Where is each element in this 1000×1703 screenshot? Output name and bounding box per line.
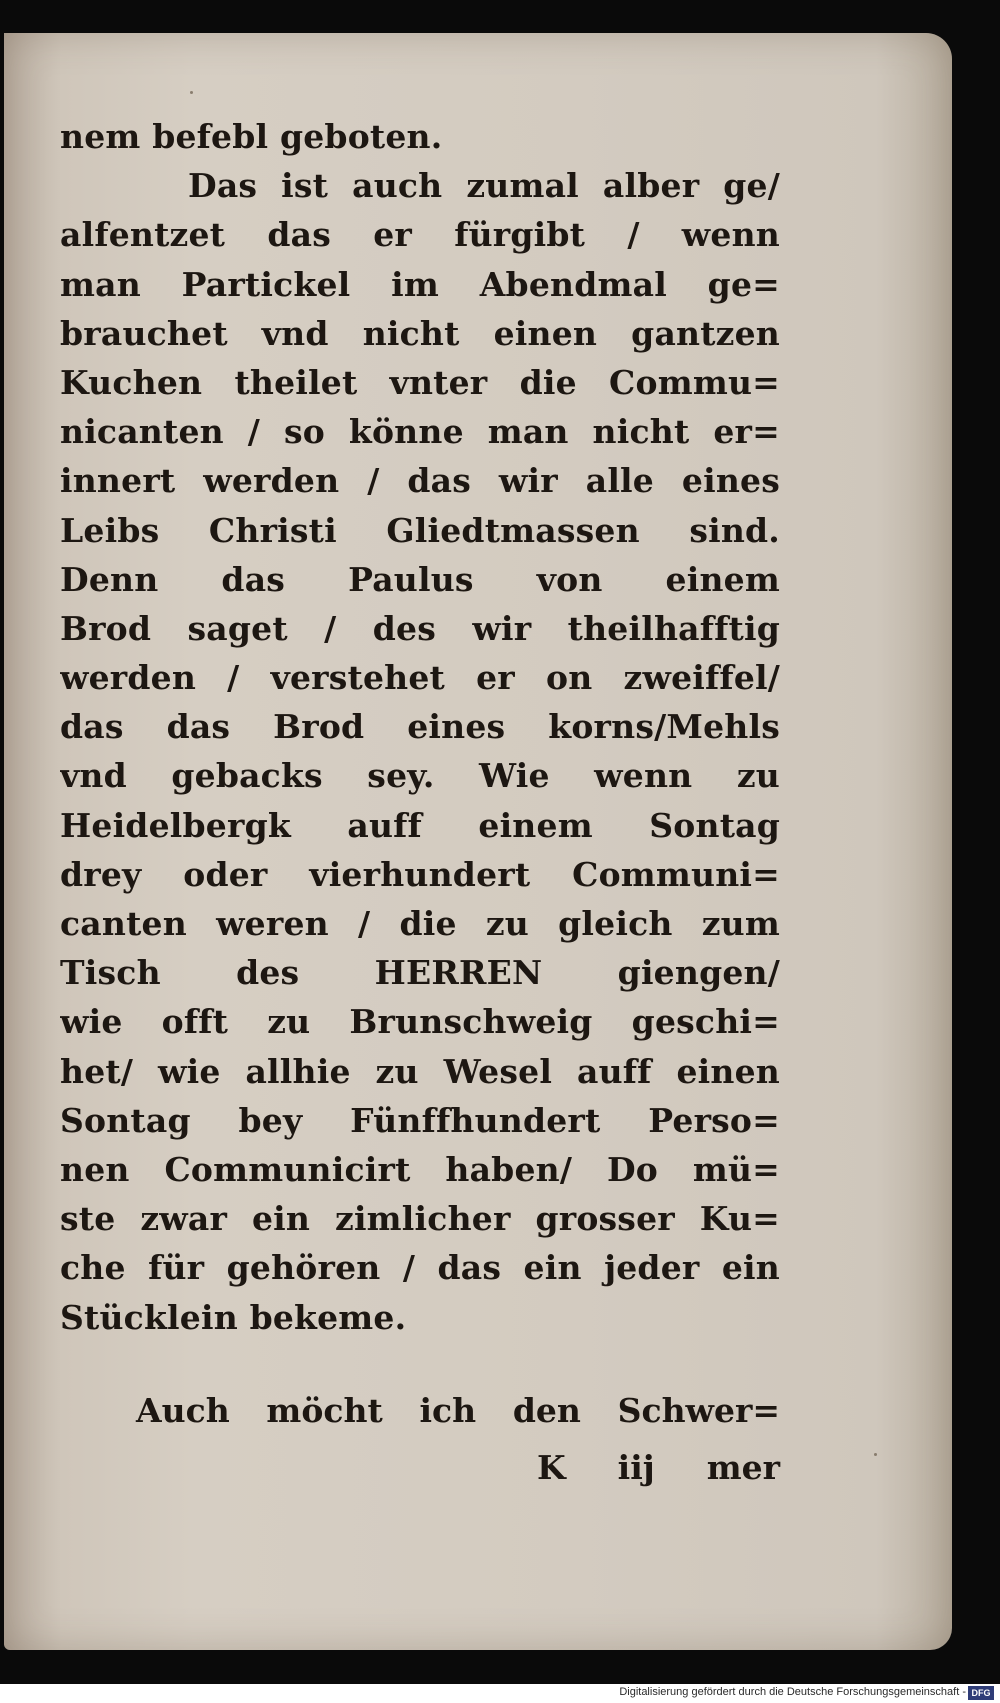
text-line: drey oder vierhundert Communi= [60, 854, 780, 894]
text-line: das das Brod eines korns/Mehls [60, 707, 780, 747]
signature-line [60, 1443, 780, 1493]
text-line: werden / verstehet er on zweiffel/ [60, 658, 780, 698]
text-line: nem befebl geboten. [60, 117, 443, 156]
text-line: vnd gebacks sey. Wie wenn zu [60, 756, 780, 796]
text-line: canten weren / die zu gleich zum [60, 904, 780, 943]
text-line: Denn das Paulus von einem [60, 559, 780, 599]
text-line: nen Communicirt haben/ Do mü= [60, 1149, 780, 1189]
text-line: che für gehören / das ein jeder ein [60, 1248, 780, 1288]
dfg-logo: DFG [968, 1686, 994, 1700]
text-line: Das ist auch zumal alber ge/ [188, 166, 780, 206]
body-text [60, 112, 780, 1342]
text-line: alfentzet das er fürgibt / wenn [60, 215, 780, 255]
text-line: Tisch des HERREN giengen/ [60, 953, 780, 993]
text-line: Leibs Christi Gliedtmassen sind. [60, 510, 780, 550]
text-line: Stücklein bekeme. [60, 1297, 407, 1337]
text-line: man Partickel im Abendmal ge= [60, 264, 780, 304]
text-line: innert werden / das wir alle eines [60, 461, 780, 501]
text-line: Kuchen theilet vnter die Commu= [60, 362, 780, 402]
text-line: het/ wie allhie zu Wesel auff einen [60, 1051, 780, 1091]
signature-number: iij [617, 1448, 655, 1487]
footer-bar [0, 1684, 1000, 1703]
paper-speck [874, 1453, 877, 1456]
catchword-line: Auch möcht ich den Schwer= [136, 1391, 780, 1430]
funding-credit: Digitalisierung gefördert durch die Deutsche Forschungsgemeinschaft - [619, 1686, 966, 1698]
signature-mark: K [536, 1448, 566, 1487]
text-line: Sontag bey Fünffhundert Perso= [60, 1100, 780, 1140]
paper-speck [190, 91, 193, 94]
text-line: ste zwar ein zimlicher grosser Ku= [60, 1199, 780, 1239]
text-line: wie offt zu Brunschweig geschi= [60, 1002, 780, 1042]
text-line: Heidelbergk auff einem Sontag [60, 805, 780, 845]
text-line: nicanten / so könne man nicht er= [60, 412, 780, 452]
catchword: mer [706, 1448, 780, 1487]
text-line: brauchet vnd nicht einen gantzen [60, 313, 780, 353]
text-line: Brod saget / des wir theilhafftig [60, 608, 780, 648]
